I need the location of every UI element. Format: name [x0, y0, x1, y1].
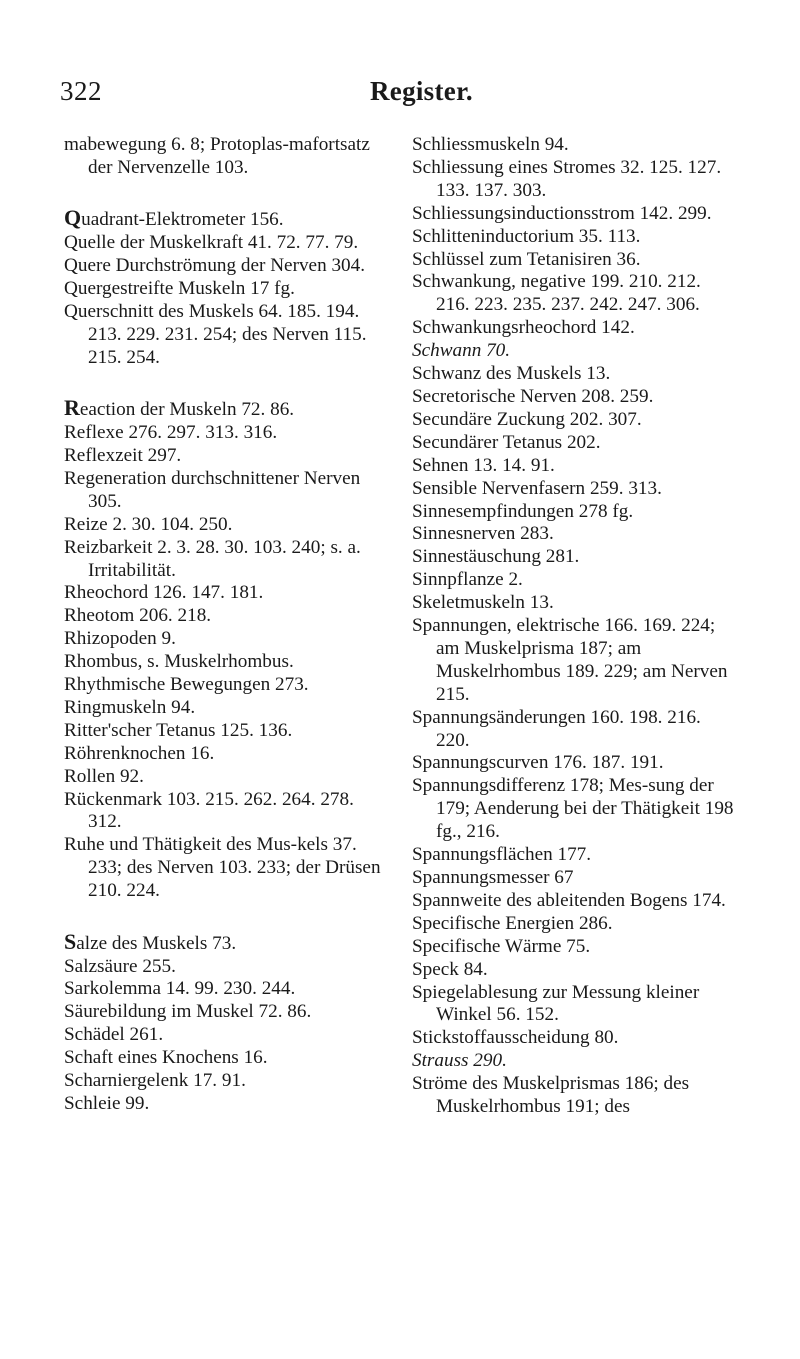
- index-entry: [64, 468, 390, 514]
- index-entry-text: Schwanz des Muskels 13.: [412, 363, 611, 385]
- index-entry-text: Spannungsdifferenz 178; Mes-sung der 179; Aenderung bei der Thätigkeit 198 fg., 216.: [412, 775, 734, 843]
- index-entry-text: Säurebildung im Muskel 72. 86.: [64, 1001, 312, 1023]
- index-entry-text: Schliessmuskeln 94.: [412, 134, 569, 155]
- index-entry: [64, 255, 390, 278]
- index-entry-text: Reizbarkeit 2. 3. 28. 30. 103. 240; s. a. Irritabilität.: [64, 536, 361, 581]
- index-entry: [64, 720, 390, 743]
- index-entry: [64, 697, 390, 720]
- index-entry-text: Regeneration durchschnittener Nerven 305.: [64, 467, 361, 512]
- index-entry-text: Secretorische Nerven 208. 259.: [412, 385, 654, 407]
- index-entry: [64, 1024, 390, 1047]
- index-entry-text: Rhythmische Bewegungen 273.: [64, 674, 309, 696]
- index-entry-text: Sinnpflanze 2.: [412, 569, 523, 591]
- index-entry-text: Schlitteninductorium 35. 113.: [412, 225, 641, 247]
- index-entry: [412, 867, 738, 890]
- index-column-left: [64, 134, 390, 1116]
- page-number: 322: [60, 76, 102, 106]
- index-entry-text: Röhrenknochen 16.: [64, 742, 215, 764]
- index-entry: [64, 956, 390, 979]
- index-entry-text: Schädel 261.: [64, 1024, 164, 1046]
- index-entry: [64, 674, 390, 697]
- index-entry-text: Specifische Wärme 75.: [412, 935, 591, 957]
- index-entry: [412, 1027, 738, 1050]
- index-entry: [64, 445, 390, 468]
- index-entry-text: Schliessungsinductionsstrom 142. 299.: [412, 202, 712, 224]
- index-entry: [64, 978, 390, 1001]
- index-entry-text: Spannungsmesser 67: [412, 867, 574, 888]
- index-entry: [412, 775, 738, 844]
- index-entry-text: Reize 2. 30. 104. 250.: [64, 513, 233, 535]
- index-entry-text: Schwann 70.: [412, 340, 511, 362]
- index-entry: [64, 1093, 390, 1116]
- index-entry: [64, 1047, 390, 1070]
- index-entry: [64, 789, 390, 835]
- index-entry: [412, 157, 738, 203]
- index-entry: [412, 501, 738, 524]
- index-entry-text: Ruhe und Thätigkeit des Mus-kels 37. 233; des Nerven 103. 233; der Drüsen 210. 224.: [64, 834, 381, 902]
- index-entry-text: Secundärer Tetanus 202.: [412, 431, 601, 453]
- index-entry-text: Schlüssel zum Tetanisiren 36.: [412, 248, 641, 270]
- index-entry-text: Rhombus, s. Muskelrhombus.: [64, 651, 294, 673]
- index-entry-text: uadrant-Elektrometer 156.: [81, 209, 284, 231]
- index-entry: [64, 834, 390, 903]
- index-entry: [64, 651, 390, 674]
- index-entry: [412, 271, 738, 317]
- section-initial: S: [64, 928, 77, 954]
- index-entry-text: Spannungsänderungen 160. 198. 216. 220.: [412, 706, 701, 751]
- index-entry-text: Sarkolemma 14. 99. 230. 244.: [64, 978, 296, 1000]
- index-entry-text: Spannungsflächen 177.: [412, 844, 592, 866]
- index-entry: [412, 936, 738, 959]
- index-entry: [412, 752, 738, 775]
- index-entry: [412, 546, 738, 569]
- index-entry-text: Querschnitt des Muskels 64. 185. 194. 213. 229. 231. 254; des Nerven 115. 215. 254.: [64, 300, 367, 368]
- index-entry: [412, 959, 738, 982]
- index-entry-text: Rheotom 206. 218.: [64, 605, 212, 627]
- index-entry: [412, 1073, 738, 1119]
- index-entry-text: Rhizopoden 9.: [64, 628, 176, 650]
- index-entry: [412, 707, 738, 753]
- index-entry: [64, 743, 390, 766]
- index-entry: [64, 514, 390, 537]
- index-entry-text: Specifische Energien 286.: [412, 912, 613, 934]
- index-entry: [412, 592, 738, 615]
- index-entry-text: Stickstoffausscheidung 80.: [412, 1027, 619, 1049]
- index-entry: [412, 455, 738, 478]
- index-entry: [412, 134, 738, 157]
- index-entry-text: Schleie 99.: [64, 1092, 150, 1114]
- page-header: [60, 76, 760, 112]
- index-entry-text: eaction der Muskeln 72. 86.: [79, 399, 295, 421]
- index-entry-text: alze des Muskels 73.: [76, 932, 237, 954]
- index-entry: [64, 232, 390, 255]
- index-entry: [412, 982, 738, 1028]
- index-entry-text: Sinnestäuschung 281.: [412, 546, 580, 568]
- index-entry-text: Speck 84.: [412, 958, 488, 980]
- index-entry: [412, 890, 738, 913]
- index-entry-text: Ströme des Muskelprismas 186; des Muskelrhombus 191; des: [412, 1073, 690, 1118]
- section-initial: R: [64, 395, 80, 421]
- index-entry-text: Schwankungsrheochord 142.: [412, 317, 635, 339]
- index-entry-text: Spannungen, elektrische 166. 169. 224; am Muskelprisma 187; am Muskelrhombus 189. 229; am Nerven 215.: [412, 615, 728, 705]
- index-entry: [412, 317, 738, 340]
- index-entry-text: Spiegelablesung zur Messung kleiner Winkel 56. 152.: [412, 981, 700, 1026]
- index-entry: [64, 1001, 390, 1024]
- index-entry: [412, 226, 738, 249]
- index-column-right: [412, 134, 738, 1119]
- index-entry: [412, 340, 738, 363]
- index-entry-text: Quere Durchströmung der Nerven 304.: [64, 255, 366, 277]
- index-entry: [412, 409, 738, 432]
- index-entry-text: Schaft eines Knochens 16.: [64, 1047, 268, 1069]
- index-entry: [412, 523, 738, 546]
- index-entry: [412, 913, 738, 936]
- index-entry: [64, 134, 390, 180]
- index-entry-text: Secundäre Zuckung 202. 307.: [412, 408, 642, 430]
- index-entry: [64, 766, 390, 789]
- index-entry: [64, 278, 390, 301]
- index-entry-text: Quelle der Muskelkraft 41. 72. 77. 79.: [64, 232, 359, 254]
- index-entry-text: Ringmuskeln 94.: [64, 696, 196, 718]
- index-entry: [412, 844, 738, 867]
- index-entry: [64, 397, 390, 422]
- index-entry: [64, 605, 390, 628]
- index-entry-text: Salzsäure 255.: [64, 955, 176, 977]
- index-entry: [64, 1070, 390, 1093]
- index-entry-text: Spannweite des ableitenden Bogens 174.: [412, 889, 726, 911]
- index-entry: [412, 249, 738, 272]
- index-entry: [412, 432, 738, 455]
- index-entry-text: mabewegung 6. 8; Protoplas-mafortsatz der Nervenzelle 103.: [64, 134, 370, 178]
- index-entry-text: Sensible Nervenfasern 259. 313.: [412, 477, 662, 499]
- index-entry-text: Reflexzeit 297.: [64, 444, 182, 466]
- index-entry: [412, 363, 738, 386]
- index-entry-text: Sinnesempfindungen 278 fg.: [412, 500, 634, 522]
- section-initial: Q: [64, 205, 82, 231]
- index-entry: [64, 301, 390, 370]
- index-entry-text: Rückenmark 103. 215. 262. 264. 278. 312.: [64, 788, 354, 833]
- index-entry: [64, 422, 390, 445]
- index-entry: [412, 478, 738, 501]
- index-entry: [64, 537, 390, 583]
- index-entry-text: Sehnen 13. 14. 91.: [412, 454, 555, 476]
- index-entry-text: Schliessung eines Stromes 32. 125. 127. 133. 137. 303.: [412, 156, 722, 201]
- index-entry: [412, 1050, 738, 1073]
- index-entry-text: Scharniergelenk 17. 91.: [64, 1070, 246, 1092]
- index-entry-text: Ritter'scher Tetanus 125. 136.: [64, 719, 293, 741]
- index-entry: [412, 386, 738, 409]
- index-entry-text: Quergestreifte Muskeln 17 fg.: [64, 278, 295, 300]
- index-entry: [412, 203, 738, 226]
- index-entry: [412, 569, 738, 592]
- index-entry-text: Sinnesnerven 283.: [412, 523, 554, 545]
- index-entry-text: Strauss 290.: [412, 1050, 507, 1072]
- index-entry-text: Reflexe 276. 297. 313. 316.: [64, 422, 278, 444]
- index-entry-text: Schwankung, negative 199. 210. 212. 216. 223. 235. 237. 242. 247. 306.: [412, 271, 701, 316]
- index-entry-text: Spannungscurven 176. 187. 191.: [412, 752, 664, 774]
- index-entry-text: Rollen 92.: [64, 765, 144, 787]
- index-entry: [64, 207, 390, 232]
- index-entry: [64, 928, 390, 956]
- index-entry-text: Skeletmuskeln 13.: [412, 592, 554, 614]
- running-title: Register.: [370, 76, 473, 106]
- index-entry: [64, 628, 390, 651]
- index-entry-text: Rheochord 126. 147. 181.: [64, 582, 264, 604]
- index-entry: [64, 582, 390, 605]
- index-entry: [412, 615, 738, 707]
